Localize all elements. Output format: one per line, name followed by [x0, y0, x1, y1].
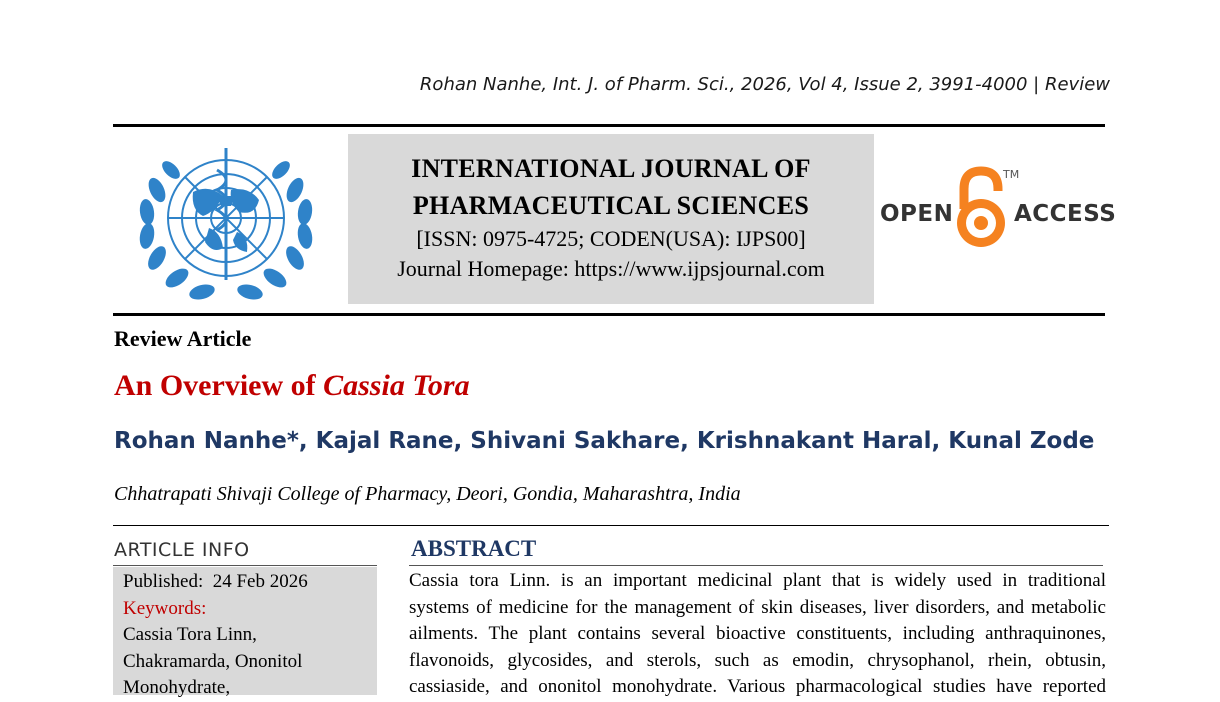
- author-list: Rohan Nanhe*, Kajal Rane, Shivani Sakhare, Krishnakant Haral, Kunal Zode: [114, 428, 1095, 454]
- keyword-line: Cassia Tora Linn,: [123, 624, 257, 645]
- abstract-rule: [409, 565, 1103, 566]
- un-emblem-icon: [127, 140, 325, 306]
- article-title: An Overview of Cassia Tora: [114, 369, 470, 402]
- open-lock-icon: [952, 165, 1010, 253]
- abstract-heading: ABSTRACT: [411, 536, 537, 561]
- section-divider: [113, 525, 1109, 526]
- citation-header: Rohan Nanhe, Int. J. of Pharm. Sci., 2026, Vol 4, Issue 2, 3991-4000 | Review: [419, 74, 1110, 95]
- trademark-mark: TM: [1003, 168, 1020, 181]
- article-type: Review Article: [114, 326, 252, 351]
- abstract-text: [409, 568, 1106, 701]
- affiliation: Chhatrapati Shivaji College of Pharmacy, Deori, Gondia, Maharashtra, India: [114, 483, 741, 505]
- journal-issn: [ISSN: 0975-4725; CODEN(USA): IJPS00]: [416, 226, 806, 251]
- abstract-line: flavonoids, glycosides, and sterols, such as emodin, chrysophanol, rhein, obtusin,: [409, 649, 1106, 671]
- journal-homepage[interactable]: Journal Homepage: https://www.ijpsjournal.com: [397, 256, 825, 281]
- keyword-line: Chakramarda, Ononitol: [123, 650, 303, 672]
- article-info-heading: ARTICLE INFO: [114, 539, 250, 561]
- published-line: Published: 24 Feb 2026: [123, 571, 308, 592]
- abstract-line: systems of medicine for the management of skin diseases, liver disorders, and metabolic: [409, 596, 1106, 618]
- article-info-panel: [113, 567, 377, 698]
- abstract-line: ailments. The plant contains several bioactive constituents, including anthraquinones,: [409, 623, 1106, 644]
- abstract-line: Cassia tora Linn. is an important medicinal plant that is widely used in traditional: [409, 570, 1106, 591]
- journal-masthead: [348, 134, 874, 304]
- abstract-line: cassiaside, and ononitol monohydrate. Various pharmacological studies have reported: [409, 676, 1106, 697]
- keyword-line: Monohydrate,: [123, 677, 231, 698]
- open-access-word-open: OPEN: [880, 201, 954, 227]
- top-rule: [113, 124, 1105, 127]
- keywords-label: Keywords:: [123, 597, 207, 619]
- open-access-word-access: ACCESS: [1014, 201, 1117, 227]
- article-info-rule: [113, 565, 377, 566]
- masthead-bottom-rule: [113, 313, 1105, 316]
- journal-name: INTERNATIONAL JOURNAL OF PHARMACEUTICAL SCIENCES: [411, 154, 811, 220]
- open-access-logo: [880, 165, 1117, 253]
